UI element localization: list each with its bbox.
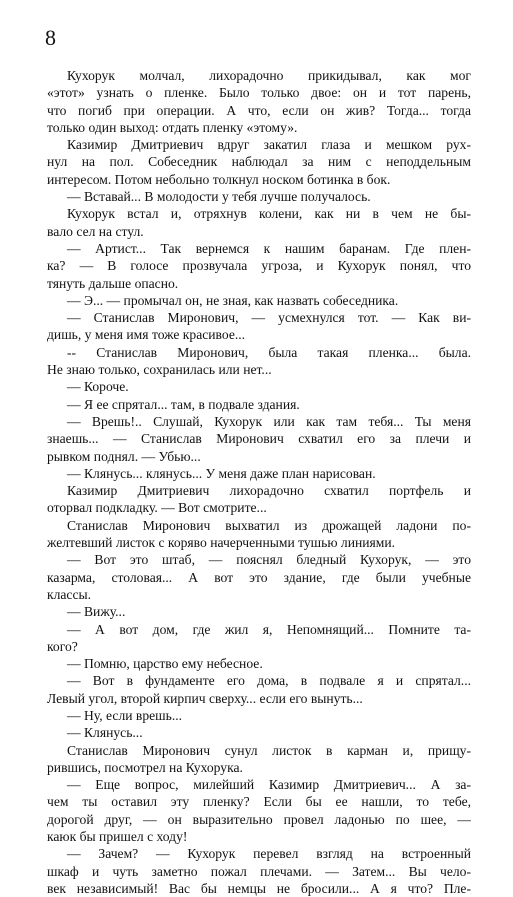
text-line: дишь, у меня имя тоже красивое... [47,327,246,343]
text-line: желтевший листок с коряво начерченными тушью линиями. [47,535,396,551]
text-line: — А вот дом, где жил я, Непомнящий... Помните та- [67,621,471,637]
text-line: Левый угол, второй кирпич сверху... если его вынуть... [47,690,363,706]
text-line: рывком поднял. — Убью... [47,448,201,464]
text-line: — Артист... Так вернемся к нашим баранам. Где плен- [67,240,471,256]
text-line: ка? — В голосе прозвучала угроза, и Кухорук понял, что [47,258,471,274]
text-line: Казимир Дмитриевич лихорадочно схватил портфель и [67,483,471,499]
body-text [47,67,471,897]
text-line: шкаф и чуть заметно пожал плечами. — Затем... Вы чело- [47,863,471,879]
text-line: — Вижу... [67,604,126,620]
text-line: -- Станислав Миронович, была такая пленка... была. [67,344,471,360]
text-line: — Еще вопрос, милейший Казимир Дмитриевич... А за- [67,777,471,793]
text-line: Кухорук встал и, отряхнув колени, как ни в чем не бы- [67,206,471,222]
text-line: — Я ее спрятал... там, в подвале здания. [67,396,300,412]
text-line: Не знаю только, сохранилась или нет... [47,362,272,378]
text-line: «этот» узнать о пленке. Было только двое: он и тот парень, [47,85,471,101]
text-line: вало сел на стул. [47,223,144,239]
text-line: — Короче. [67,379,129,395]
text-line: — Помню, царство ему небесное. [67,656,263,672]
text-line: — Станислав Миронович, — усмехнулся тот. — Как ви- [67,310,471,326]
text-line: тянуть дальше опасно. [47,275,179,291]
text-line: Станислав Миронович сунул листок в карман и, прищу- [67,742,471,758]
text-line: нул на пол. Собеседник наблюдал за ним с неподдельным [47,154,471,170]
text-line: Кухорук молчал, лихорадочно прикидывал, как мог [67,68,471,83]
text-line: только один выход: отдать пленку «этому». [47,119,298,135]
text-line: век независимый! Вас бы немцы не бросили... А я что? Пле- [47,880,471,896]
text-line: — Клянусь... [67,725,143,741]
text-line: Станислав Миронович выхватил из дрожащей ладони по- [67,517,471,533]
text-line: оторвал подкладку. — Вот смотрите... [47,500,267,516]
text-line: — Вот это штаб, — пояснял бледный Кухорук, — это [67,552,471,568]
text-line: казарма, столовая... А вот это здание, где были учебные [47,569,471,585]
text-line: интересом. Потом небольно толкнул носком ботинка в бок. [47,171,391,187]
text-line: — Зачем? — Кухорук перевел взгляд на встроенный [67,846,471,862]
text-line: каюк бы пришел с ходу! [47,829,188,845]
text-line: дорогой друг, — он выразительно провел ладонью по шее, — [47,811,471,827]
text-line: — Ну, если врешь... [67,707,183,723]
text-line: — Э... — промычал он, не зная, как назвать собеседника. [67,292,399,308]
text-line: кого? [47,638,78,654]
text-line: знаешь... — Станислав Миронович схватил его за плечи и [47,431,471,447]
text-line: Казимир Дмитриевич вдруг закатил глаза и мешком рух- [67,137,471,153]
text-line: — Вот в фундаменте его дома, в подвале я и спрятал... [67,673,471,689]
text-line: — Вставай... В молодости у тебя лучше получалось. [67,189,371,205]
text-line: — Врешь!.. Слушай, Кухорук или как там тебя... Ты меня [67,413,471,429]
text-line: что погиб при операции. А что, если он жив? Тогда... тогда [47,102,471,118]
text-line: классы. [47,586,92,602]
text-line: — Клянусь... клянусь... У меня даже план нарисован. [67,465,376,481]
page-number: 8 [45,25,56,50]
text-line: чем ты оставил эту пленку? Если бы ее нашли, то тебе, [47,794,471,810]
text-line: рившись, посмотрел на Кухорука. [47,759,243,775]
